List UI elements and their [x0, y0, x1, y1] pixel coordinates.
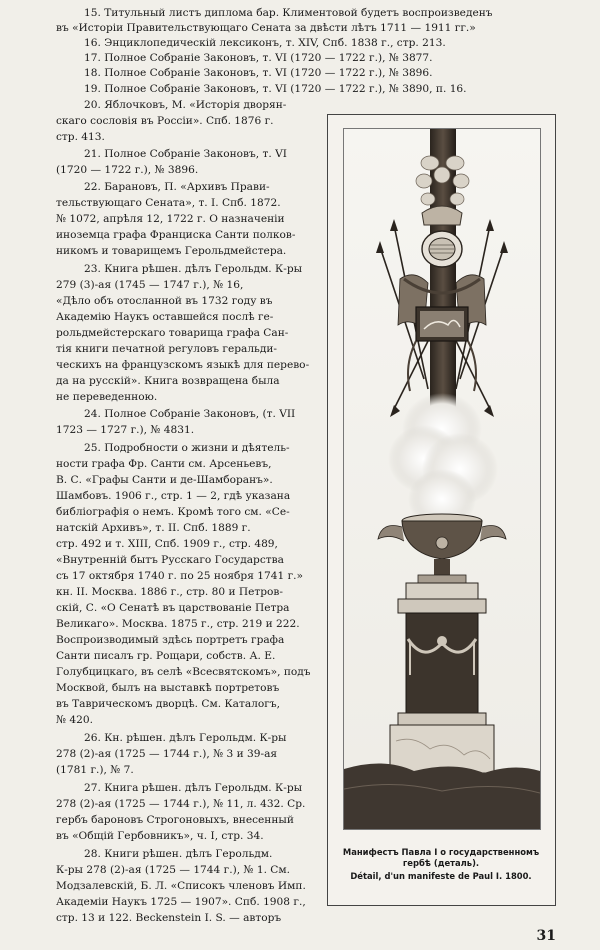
- note-25-line-6: натскій Архивъ», т. II. Спб. 1889 г.: [56, 522, 251, 534]
- note-25-line-8: «Внутренній бытъ Русскаго Государства: [56, 554, 284, 566]
- note-25-line-4: Шамбовъ. 1906 г., стр. 1 — 2, гдѣ указана: [56, 490, 291, 502]
- note-24-line-1: 24. Полное Собраніе Законовъ, (т. VII: [84, 408, 296, 420]
- note-28-line-5: стр. 13 и 122. Beckenstein I. S. — авторъ: [56, 912, 282, 924]
- note-24-line-2: 1723 — 1727 г.), № 4831.: [56, 424, 195, 436]
- note-18: 18. Полное Собраніе Законовъ, т. VI (1720 — 1722 г.), № 3896.: [84, 67, 433, 79]
- note-16: 16. Энциклопедическій лексиконъ, т. XIV, Спб. 1838 г., стр. 213.: [84, 37, 446, 49]
- note-25-line-1: 25. Подробности о жизни и дѣятель-: [84, 442, 290, 454]
- note-22-line-1: 22. Барановъ, П. «Архивъ Прави-: [84, 181, 270, 193]
- note-27-line-4: въ «Общій Гербовникъ», ч. I, стр. 34.: [56, 830, 264, 842]
- note-15-line-1: 15. Титульный листъ диплома бар. Климентовой будетъ воспроизведенъ: [84, 7, 493, 19]
- note-25-line-12: Великаго». Москва. 1875 г., стр. 219 и 222.: [56, 618, 300, 630]
- note-27-line-3: гербъ бароновъ Строгоновыхъ, внесенный: [56, 814, 294, 826]
- note-25-line-9: съ 17 октября 1740 г. по 25 ноября 1741 г.»: [56, 570, 303, 582]
- note-25-line-13: Воспроизводимый здѣсь портретъ графа: [56, 634, 285, 646]
- caption-line-1: Манифестъ Павла I о государственномъ: [342, 847, 540, 857]
- note-25-line-2: ности графа Фр. Санти см. Арсеньевъ,: [56, 458, 272, 470]
- note-25-line-14: Санти писалъ гр. Рощари, собств. А. Е.: [56, 650, 276, 662]
- note-25-line-7: стр. 492 и т. XIII, Спб. 1909 г., стр. 489,: [56, 538, 278, 550]
- note-26-line-2: 278 (2)-ая (1725 — 1744 г.), № 3 и 39-ая: [56, 748, 278, 760]
- note-20-line-1: 20. Яблочковъ, М. «Исторія дворян-: [84, 99, 287, 111]
- note-23-line-2: 279 (3)-ая (1745 — 1747 г.), № 16,: [56, 279, 244, 291]
- note-23-line-9: не переведенною.: [56, 391, 158, 403]
- note-27-line-1: 27. Книга рѣшен. дѣлъ Герольдм. К-ры: [84, 782, 303, 794]
- caption-line-2: гербѣ (деталь).: [402, 858, 480, 868]
- note-23-line-5: рольдмейстерскаго товарища графа Сан-: [56, 327, 289, 339]
- note-28-line-4: Академіи Наукъ 1725 — 1907». Спб. 1908 г.,: [56, 896, 306, 908]
- note-25-line-15: Голубцицкаго, въ селѣ «Всесвятскомъ», подъ: [56, 666, 311, 678]
- trophy-altar-illustration: [344, 129, 540, 829]
- note-23-line-1: 23. Книга рѣшен. дѣлъ Герольдм. К-ры: [84, 263, 303, 275]
- note-25-line-3: В. С. «Графы Санти и де-Шамборанъ».: [56, 474, 273, 486]
- note-22-line-4: иноземца графа Франциска Санти полков-: [56, 229, 296, 241]
- note-21-line-2: (1720 — 1722 г.), № 3896.: [56, 164, 199, 176]
- note-15-line-2: въ «Исторіи Правительствующаго Сената за двѣсти лѣтъ 1711 — 1911 гг.»: [56, 22, 476, 34]
- note-23-line-8: да на русскій». Книга возвращена была: [56, 375, 280, 387]
- note-28-line-2: К-ры 278 (2)-ая (1725 — 1744 г.), № 1. См.: [56, 864, 291, 876]
- note-22-line-3: № 1072, апрѣля 12, 1722 г. О назначеніи: [56, 213, 285, 225]
- note-25-line-16: Москвой, былъ на выставкѣ портретовъ: [56, 682, 280, 694]
- note-21-line-1: 21. Полное Собраніе Законовъ, т. VI: [84, 148, 287, 160]
- illustration-plate: [327, 114, 556, 906]
- note-20-line-2: скаго сословія въ Россіи». Спб. 1876 г.: [56, 115, 274, 127]
- note-23-line-4: Академію Наукъ оставшейся послѣ ге-: [56, 311, 274, 323]
- note-20-line-3: стр. 413.: [56, 131, 105, 143]
- note-25-line-5: библіографія о немъ. Кромѣ того см. «Се-: [56, 506, 290, 518]
- note-28-line-3: Модзалевскій, Б. Л. «Списокъ членовъ Имп.: [56, 880, 306, 892]
- note-26-line-1: 26. Кн. рѣшен. дѣлъ Герольдм. К-ры: [84, 732, 287, 744]
- note-19: 19. Полное Собраніе Законовъ, т. VI (1720 — 1722 г.), № 3890, п. 16.: [84, 83, 467, 95]
- note-23-line-7: ческихъ на французскомъ языкѣ для перево-: [56, 359, 310, 371]
- note-17: 17. Полное Собраніе Законовъ, т. VI (1720 — 1722 г.), № 3877.: [84, 52, 433, 64]
- page-number: 31: [536, 928, 556, 944]
- note-25-line-10: кн. II. Москва. 1886 г., стр. 80 и Петров-: [56, 586, 283, 598]
- note-22-line-5: никомъ и товарищемъ Герольдмейстера.: [56, 245, 287, 257]
- note-27-line-2: 278 (2)-ая (1725 — 1744 г.), № 11, л. 432. Ср.: [56, 798, 306, 810]
- note-28-line-1: 28. Книги рѣшен. дѣлъ Герольдм.: [84, 848, 273, 860]
- note-23-line-6: тія книги печатной регуловъ геральди-: [56, 343, 277, 355]
- illustration-image: [343, 128, 541, 830]
- note-23-line-3: «Дѣло объ отосланной въ 1732 году въ: [56, 295, 273, 307]
- caption-line-3: Détail, d'un manifeste de Paul I. 1800.: [350, 871, 532, 881]
- note-25-line-17: въ Таврическомъ дворцѣ. См. Каталогъ,: [56, 698, 280, 710]
- note-22-line-2: тельствующаго Сената», т. I. Спб. 1872.: [56, 197, 281, 209]
- note-25-line-11: скій, С. «О Сенатѣ въ царствованіе Петра: [56, 602, 290, 614]
- note-26-line-3: (1781 г.), № 7.: [56, 764, 134, 776]
- note-25-line-18: № 420.: [56, 714, 93, 726]
